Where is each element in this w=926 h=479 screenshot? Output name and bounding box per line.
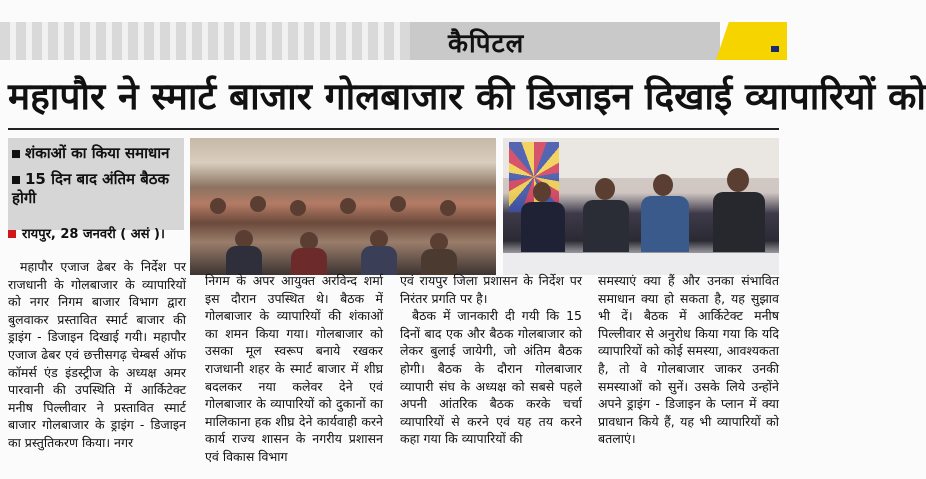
article-column-3: एवं रायपुर जिला प्रशासन के निर्देश पर निरंतर प्रगति पर है। बैठक में जानकारी दी गयी कि 15 दिनों बाद एक और बैठक गोलबाजार को लेकर बुलाई जायेगी, जो अंतिम बैठक होगी। बैठक के दौरान गोलबाजार व्यापारी संघ के अध्यक्ष को सबसे पहले अपनी आंतरिक बैठक करके चर्चा व्यापारियों से करने एवं यह तय करने कहा गया कि व्यापारियों की: [400, 273, 582, 447]
accent-dot: [771, 46, 779, 52]
bullet-square-icon: [12, 150, 20, 158]
subhead-2: 15 दिन बाद अंतिम बैठक होगी: [12, 170, 170, 207]
bullet-square-icon: [12, 176, 20, 184]
headline: महापौर ने स्मार्ट बाजार गोलबाजार की डिजाइन दिखाई व्यापारियों को: [8, 75, 926, 118]
article-column-2: निगम के अपर आयुक्त अरविन्द शर्मा इस दौरान उपस्थित थे। बैठक में गोलबाजार के व्यापारियों की शंकाओं का शमन किया गया। गोलबाजार को उसका मूल स्वरूप बनाये रखकर राजधानी शहर के स्मार्ट बाजार में शीघ्र बदलकर नया कलेवर देने एवं गोलबाजार के व्यापारियों को दुकानों का मालिकाना हक शीघ्र देने कार्यवाही करने कार्य राज्य शासन के नगरीय प्रशासन एवं विकास विभाग: [205, 273, 383, 464]
dignitaries-photo: [503, 138, 779, 275]
header-stripes: [0, 22, 410, 60]
meeting-audience-photo: [190, 138, 496, 275]
subhead-1: शंकाओं का किया समाधान: [12, 144, 169, 163]
article-column-4: समस्याएं क्या हैं और उनका संभावित समाधान क्या हो सकता है, यह सुझाव भी दें। बैठक में आर्किटेक्ट मनीष पिल्लीवार से अनुरोध किया गया कि यदि व्यापारियों को कोई समस्या, आवश्यकता है, तो वे गोलबाजार जाकर उनकी समस्याओं को सुनें। उसके लिये उन्होंने अपने ड्राइंग - डिजाइन के प्लान में क्या प्रावधान किये हैं, यह भी व्यापारियों को बतलाएं।: [598, 273, 779, 447]
dateline: रायपुर, 28 जनवरी ( असं )।: [8, 224, 165, 242]
section-title: कैपिटल: [448, 29, 525, 59]
article-column-1: महापौर एजाज ढेबर के निर्देश पर राजधानी के गोलबाजार के व्यापारियों को नगर निगम बाजार विभाग द्वारा बुलवाकर प्रस्तावित स्मार्ट बाजार की ड्राइंग - डिजाइन दिखाई गयी। महापौर एजाज ढेबर एवं छत्तीसगढ़ चेम्बर्स ऑफ कॉमर्स एंड इंडस्ट्रीज के अध्यक्ष अमर पारवानी की उपस्थिति में आर्किटेक्ट मनीष पिल्लीवार ने प्रस्तावित स्मार्ट बाजार गोलबाजार के ड्राइंग - डिजाइन का प्रस्तुतिकरण किया। नगर: [8, 259, 186, 450]
headline-rule: [8, 128, 779, 130]
red-marker-icon: [8, 230, 16, 238]
subhead-box: [8, 138, 184, 230]
section-accent: [716, 22, 787, 60]
